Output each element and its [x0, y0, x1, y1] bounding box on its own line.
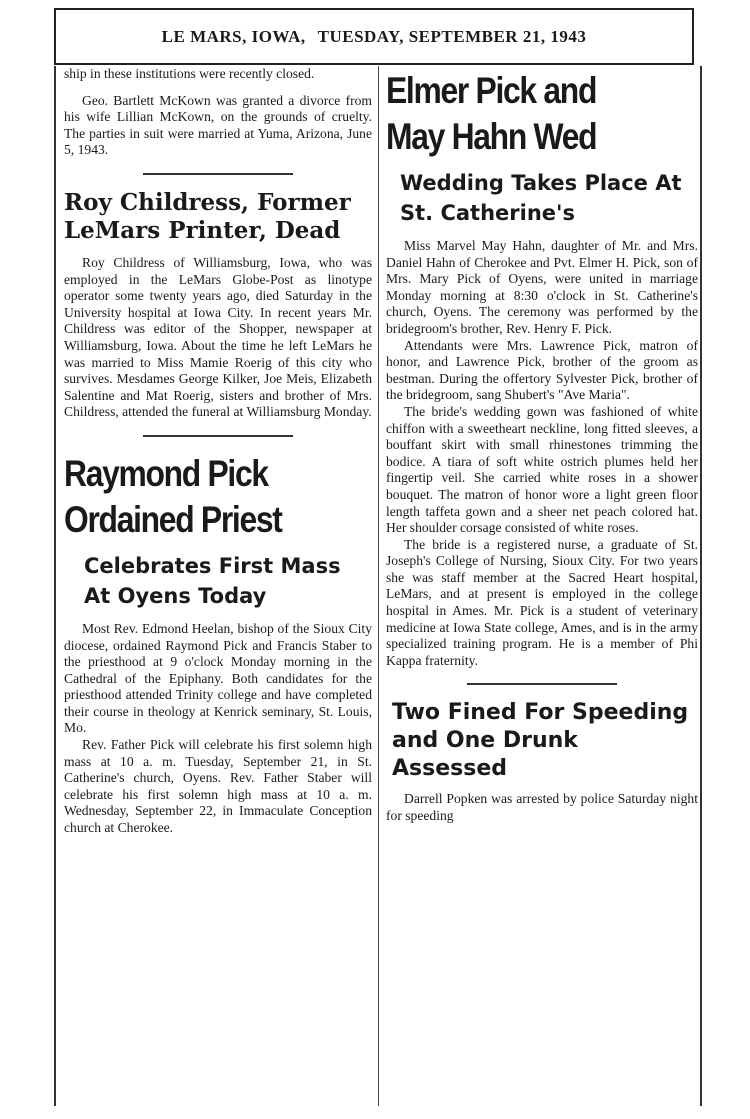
wedding-subheadline: Wedding Takes Place At St. Catherine's [400, 171, 682, 225]
masthead [54, 8, 694, 65]
wedding-paragraph-3: The bride's wedding gown was fashioned of white chiffon with a sweetheart neckline, long fitted sleeves, a bouffant skirt with small rhinestones trimming the bodice. A tiara of soft white ostrich plumes held her fingertip veil. She carried white roses in a shower bouquet. The matron of honor wore a light green floor length taffeta gown and a sheer net peach colored hat. Her shoulder corsage consisted of white roses. [386, 403, 698, 536]
divorce-item: Geo. Bartlett McKown was granted a divorce from his wife Lillian McKown, on the grounds of cruelty. The parties in suit were married at Yuma, Arizona, June 5, 1943. [64, 92, 372, 158]
raymond-pick-headline-line2: Ordained Priest [64, 498, 282, 540]
divider-rule [467, 683, 617, 685]
raymond-pick-paragraph-2: Rev. Father Pick will celebrate his first solemn high mass at 10 a. m. Tuesday, September 21, in St. Catherine's church, Oyens. Rev. Father Staber will celebrate his first solemn high mass at 10 a. m. Wednesday, September 22, in Immaculate Conception church at Cherokee. [64, 737, 372, 836]
two-fined-article: Darrell Popken was arrested by police Saturday night for speeding [386, 791, 698, 824]
roy-childress-headline: Roy Childress, Former LeMars Printer, Dead [64, 188, 351, 244]
divider-rule [143, 173, 293, 175]
raymond-pick-paragraph-1: Most Rev. Edmond Heelan, bishop of the Sioux City diocese, ordained Raymond Pick and Francis Staber to the priesthood at 9 o'clock Monday morning in the Cathedral of the Epiphany. Both candidates for the priesthood attended Trinity college and have completed their course in theology at Kenrick seminary, St. Louis, Mo. [64, 620, 372, 736]
wedding-paragraph-1: Miss Marvel May Hahn, daughter of Mr. and Mrs. Daniel Hahn of Cherokee and Pvt. Elmer H. Pick, son of Mrs. Mary Pick of Oyens, were united in marriage Monday morning at 8:30 o'clock in St. Catherine's church, Oyens. The ceremony was performed by the bridegroom's brother, Rev. Henry F. Pick. [386, 238, 698, 336]
newspaper-page [54, 66, 702, 1106]
two-fined-headline: Two Fined For Speeding and One Drunk Assessed [392, 700, 689, 782]
left-column [64, 66, 372, 837]
roy-childress-article: Roy Childress of Williamsburg, Iowa, who was employed in the LeMars Globe-Post as linotype operator some twenty years ago, died Saturday in the University hospital at Iowa City. In recent years Mr. Childress was editor of the Shopper, newspaper at Williamsburg, Iowa. About the time he left LeMars he was married to Miss Mamie Roerig of this city who survives. Mesdames George Kilker, Joe Meis, Elizabeth Salentine and Mat Roerig, sisters and brother of Mrs. Childress, attended the funeral at Williamsburg Monday. [64, 254, 372, 420]
wedding-paragraph-4: The bride is a registered nurse, a graduate of St. Joseph's College of Nursing, Sioux City. For two years she was staff member at the Sacred Heart hospital, LeMars, and at present is employed in the college hospital in Ames. Mr. Pick is a student of veterinary medicine at Iowa State college, Ames, and is in the army specialized training program. He is a member of Phi Kappa fraternity. [386, 536, 698, 668]
wedding-paragraph-2: Attendants were Mrs. Lawrence Pick, matron of honor, and Lawrence Pick, brother of the groom as bestman. During the offertory Sylvester Pick, brother of the bridegroom, sang Shubert's "Ave Maria". [386, 337, 698, 403]
right-column [386, 66, 698, 825]
masthead-city: LE MARS, IOWA, [161, 26, 306, 46]
masthead-date: TUESDAY, SEPTEMBER 21, 1943 [317, 26, 587, 46]
wedding-headline-line2: May Hahn Wed [386, 116, 597, 157]
column-divider [378, 66, 379, 1106]
wedding-headline-line1: Elmer Pick and [386, 70, 597, 111]
divider-rule [143, 435, 293, 437]
raymond-pick-subheadline: Celebrates First Mass At Oyens Today [84, 553, 341, 608]
raymond-pick-headline-line1: Raymond Pick [64, 452, 268, 494]
fragment-paragraph: ship in these institutions were recently closed. [64, 66, 315, 81]
